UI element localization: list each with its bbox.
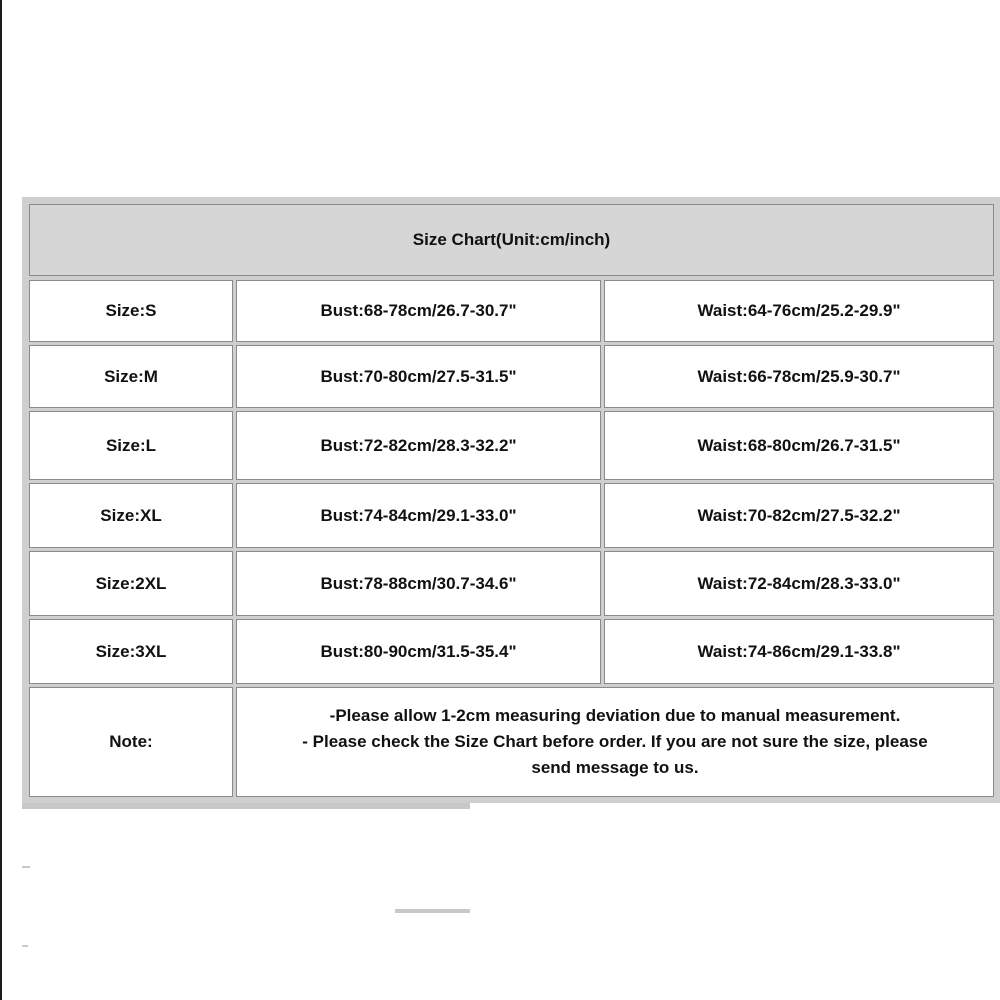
size-row	[29, 619, 994, 684]
image-artifact	[395, 909, 470, 913]
image-artifact	[22, 945, 28, 947]
note-row	[29, 687, 994, 797]
image-artifact	[22, 866, 30, 868]
size-cell: Size:3XL	[29, 619, 233, 684]
note-text	[236, 687, 994, 797]
waist-cell: Waist:74-86cm/29.1-33.8"	[604, 619, 994, 684]
size-cell: Size:S	[29, 280, 233, 342]
note-line: -Please allow 1-2cm measuring deviation due to manual measurement.	[329, 706, 901, 725]
size-chart-title: Size Chart(Unit:cm/inch)	[29, 204, 994, 276]
note-line: - Please check the Size Chart before order. If you are not sure the size, please	[302, 732, 928, 751]
size-cell: Size:L	[29, 411, 233, 480]
waist-cell: Waist:70-82cm/27.5-32.2"	[604, 483, 994, 548]
image-artifact	[22, 803, 470, 809]
size-cell: Size:2XL	[29, 551, 233, 616]
bust-cell: Bust:80-90cm/31.5-35.4"	[236, 619, 601, 684]
bust-cell: Bust:74-84cm/29.1-33.0"	[236, 483, 601, 548]
waist-cell: Waist:64-76cm/25.2-29.9"	[604, 280, 994, 342]
bust-cell: Bust:78-88cm/30.7-34.6"	[236, 551, 601, 616]
note-label: Note:	[29, 687, 233, 797]
size-row	[29, 280, 994, 342]
size-cell: Size:XL	[29, 483, 233, 548]
bust-cell: Bust:72-82cm/28.3-32.2"	[236, 411, 601, 480]
waist-cell: Waist:66-78cm/25.9-30.7"	[604, 345, 994, 408]
waist-cell: Waist:68-80cm/26.7-31.5"	[604, 411, 994, 480]
size-row	[29, 483, 994, 548]
bust-cell: Bust:68-78cm/26.7-30.7"	[236, 280, 601, 342]
left-edge-rule	[0, 0, 2, 1000]
note-line: send message to us.	[531, 758, 699, 777]
bust-cell: Bust:70-80cm/27.5-31.5"	[236, 345, 601, 408]
size-cell: Size:M	[29, 345, 233, 408]
size-row	[29, 411, 994, 480]
waist-cell: Waist:72-84cm/28.3-33.0"	[604, 551, 994, 616]
size-chart-table	[22, 197, 1000, 803]
size-row	[29, 551, 994, 616]
size-row	[29, 345, 994, 408]
